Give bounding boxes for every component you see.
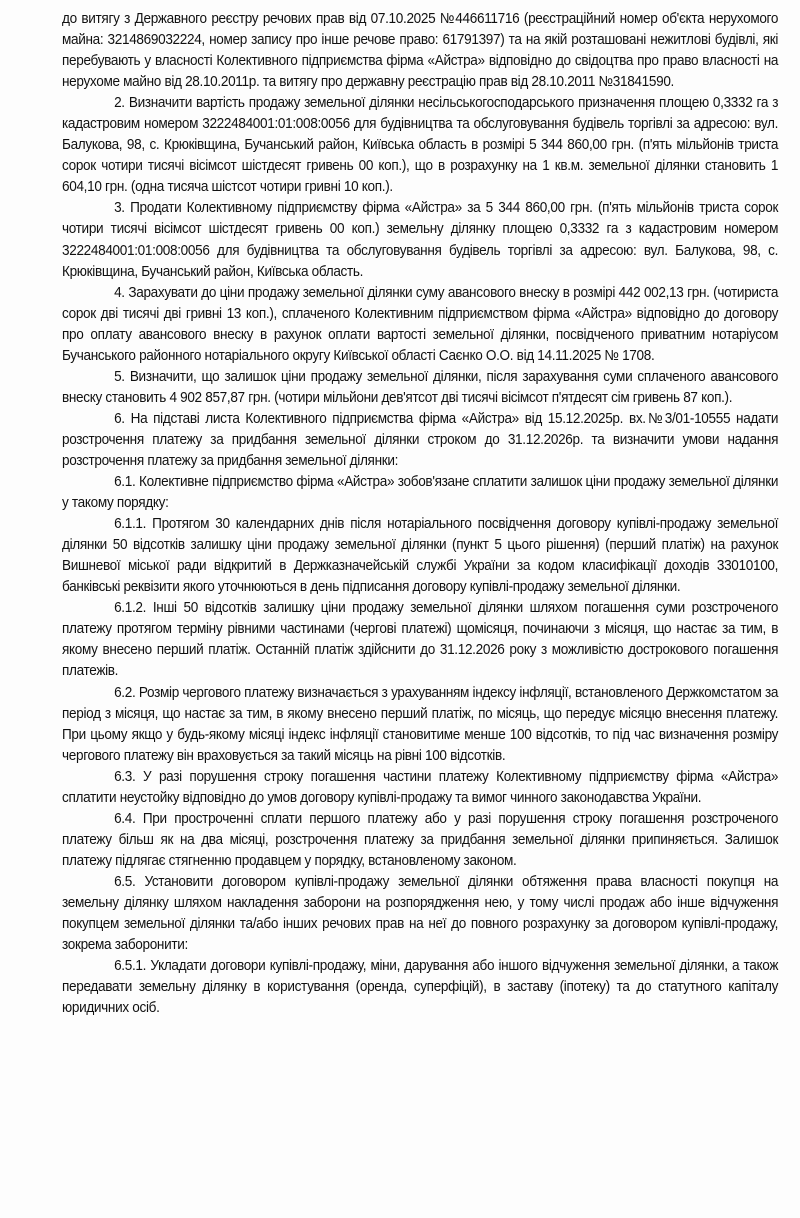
paragraph-item-5: 5. Визначити, що залишок ціни продажу земельної ділянки, після зарахування суми сплаченого авансового внеску становить 4 902 857,87 грн. (чотири мільйони дев'ятсот дві тисячі вісімсот п'ятдесят сім гривень 87 коп.). [62,368,779,406]
paragraph-item-6-3: 6.3. У разі порушення строку погашення частини платежу Колективному підприємству фірма «Айстра» сплатити неустойку відповідно до умов договору купівлі-продажу та вимог чинного законодавства України. [62,768,779,806]
paragraph-item-6: 6. На підставі листа Колективного підприємства фірма «Айстра» від 15.12.2025р. вх.№3/01-10555 надати розстрочення платежу за придбання земельної ділянки строком до 31.12.2026р. та визначити умови надання розстрочення платежу за придбання земельної ділянки: [62,410,779,469]
document-body [62,9,778,1019]
paragraph-continuation: до витягу з Державного реєстру речових прав від 07.10.2025 №446611716 (реєстраційний номер об'єкта нерухомого майна: 3214869032224, номер запису про інше речове право: 61791397) та на якій розташовані нежитлові будівлі, які перебувають у власності Колективного підприємства фірма «Айстра» відповідно до свідоцтва про право власності на нерухоме майно від 28.10.2011р. та витягу про державну реєстрацію прав від 28.10.2011 №31841590. [62,11,779,91]
paragraph-item-6-5: 6.5. Установити договором купівлі-продажу земельної ділянки обтяження права власності покупця на земельну ділянку шляхом накладення заборони на розпорядження нею, у тому числі продаж або інше відчуження покупцем земельної ділянки та/або інших речових прав на неї до повного розрахунку за договором купівлі-продажу, зокрема заборонити: [62,873,779,954]
paragraph-item-4: 4. Зарахувати до ціни продажу земельної ділянки суму авансового внеску в розмірі 442 002,13 грн. (чотириста сорок дві тисячі дві гривні 13 коп.), сплаченого Колективним підприємством фірма «Айстра» відповідно до договору про оплату авансового внеску в рахунок оплати вартості земельної ділянки, посвідченого приватним нотаріусом Бучанського районного нотаріального округу Київської області Саєнко О.О. від 14.11.2025 № 1708. [62,284,779,364]
paragraph-item-6-1-1: 6.1.1. Протягом 30 календарних днів після нотаріального посвідчення договору купівлі-продажу земельної ділянки 50 відсотків залишку ціни продажу земельної ділянки (пункт 5 цього рішення) (перший платіж) на рахунок Вишневої міської ради відкритий в Держказначейській службі України за кодом класифікації доходів 33010100, банківські реквізити якого уточнюються в день підписання договору купівлі-продажу земельної ділянки. [62,516,779,596]
paragraph-item-6-2: 6.2. Розмір чергового платежу визначається з урахуванням індексу інфляції, встановленого Держкомстатом за період з місяця, що настає за тим, в якому внесено перший платіж, по місяць, що передує місяцю внесення платежу. При цьому якщо у будь-якому місяці індекс інфляції становитиме менше 100 відсотків, то під час визначення розміру чергового платежу він враховується за такий місяць на рівні 100 відсотків. [62,684,779,764]
paragraph-item-6-1: 6.1. Колективне підприємство фірма «Айстра» зобов'язане сплатити залишок ціни продажу земельної ділянки у такому порядку: [62,474,779,512]
paragraph-item-2: 2. Визначити вартість продажу земельної ділянки несільськогосподарського призначення площею 0,3332 га з кадастровим номером 3222484001:01:008:0056 для будівництва та обслуговування будівель торгівлі за адресою: вул. Балукова, 98, с. Крюківщина, Бучанський район, Київська область в розмірі 5 344 860,00 грн. (п'ять мільйонів триста сорок чотири тисячі вісімсот шістдесят гривень 00 коп.), що в розрахунку на 1 кв.м. земельної ділянки становить 1 604,10 грн. (одна тисяча шістсот чотири гривні 10 коп.). [62,95,779,196]
paragraph-item-6-1-2: 6.1.2. Інші 50 відсотків залишку ціни продажу земельної ділянки шляхом погашення суми розстроченого платежу протягом терміну рівними частинами (чергові платежі) щомісяця, починаючи з місяця, що настає за тим, в якому внесено перший платіж. Останній платіж здійснити до 31.12.2026 року з можливістю дострокового погашення платежів. [62,600,779,680]
paragraph-item-6-5-1: 6.5.1. Укладати договори купівлі-продажу, міни, дарування або іншого відчуження земельної ділянки, а також передавати земельну ділянку в користування (оренда, суперфіцій), в заставу (іпотеку) та до статутного капіталу юридичних осіб. [62,958,779,1017]
paragraph-item-3: 3. Продати Колективному підприємству фірма «Айстра» за 5 344 860,00 грн. (п'ять мільйонів триста сорок чотири тисячі вісімсот шістдесят гривень 00 коп.) земельну ділянку площею 0,3332 га з кадастровим номером 3222484001:01:008:0056 для будівництва та обслуговування будівель торгівлі за адресою: вул. Балукова, 98, с. Крюківщина, Бучанський район, Київська область. [62,200,779,280]
paragraph-item-6-4: 6.4. При простроченні сплати першого платежу або у разі порушення строку погашення розстроченого платежу більш як на два місяці, розстрочення платежу за придбання земельної ділянки припиняється. Залишок платежу підлягає стягненню продавцем у порядку, встановленому законом. [62,810,779,869]
